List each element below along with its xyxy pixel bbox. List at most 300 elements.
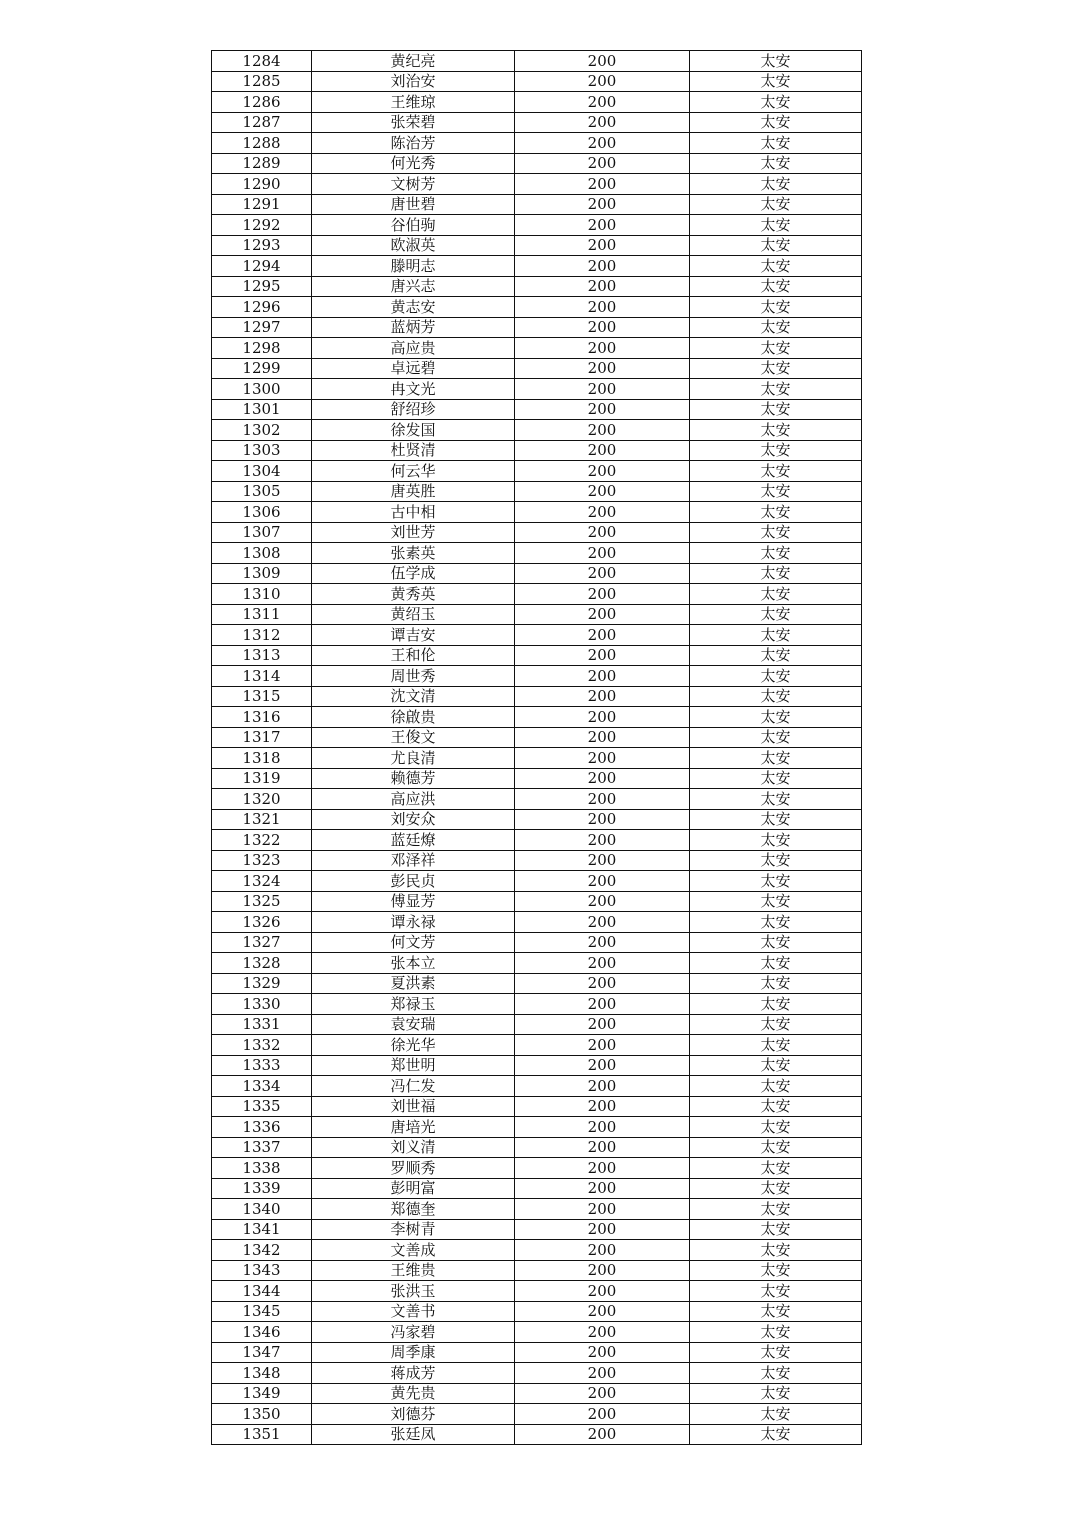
amount-cell: 200: [515, 1014, 690, 1035]
location-cell: 太安: [690, 1342, 862, 1363]
person-name-cell: 郑世明: [312, 1055, 515, 1076]
row-number-cell: 1343: [212, 1260, 312, 1281]
table-row: [212, 215, 862, 236]
location-cell: 太安: [690, 789, 862, 810]
table-row: [212, 1158, 862, 1179]
row-number-cell: 1350: [212, 1404, 312, 1425]
amount-cell: 200: [515, 1424, 690, 1445]
person-name-cell: 张本立: [312, 953, 515, 974]
person-name-cell: 舒绍珍: [312, 399, 515, 420]
row-number-cell: 1296: [212, 297, 312, 318]
amount-cell: 200: [515, 1055, 690, 1076]
row-number-cell: 1323: [212, 850, 312, 871]
amount-cell: 200: [515, 809, 690, 830]
person-name-cell: 罗顺秀: [312, 1158, 515, 1179]
location-cell: 太安: [690, 1137, 862, 1158]
person-name-cell: 冉文光: [312, 379, 515, 400]
person-name-cell: 刘世芳: [312, 522, 515, 543]
table-row: [212, 1281, 862, 1302]
person-name-cell: 张廷凤: [312, 1424, 515, 1445]
person-name-cell: 谭永禄: [312, 912, 515, 933]
row-number-cell: 1326: [212, 912, 312, 933]
person-name-cell: 何文芳: [312, 932, 515, 953]
row-number-cell: 1304: [212, 461, 312, 482]
table-row: [212, 379, 862, 400]
location-cell: 太安: [690, 174, 862, 195]
table-row: [212, 727, 862, 748]
person-name-cell: 冯家碧: [312, 1322, 515, 1343]
amount-cell: 200: [515, 1199, 690, 1220]
location-cell: 太安: [690, 666, 862, 687]
location-cell: 太安: [690, 399, 862, 420]
person-name-cell: 卓远碧: [312, 358, 515, 379]
person-name-cell: 刘德芬: [312, 1404, 515, 1425]
table-row: [212, 1240, 862, 1261]
location-cell: 太安: [690, 194, 862, 215]
person-name-cell: 何光秀: [312, 153, 515, 174]
location-cell: 太安: [690, 830, 862, 851]
table-row: [212, 850, 862, 871]
location-cell: 太安: [690, 1383, 862, 1404]
person-name-cell: 郑禄玉: [312, 994, 515, 1015]
row-number-cell: 1321: [212, 809, 312, 830]
location-cell: 太安: [690, 133, 862, 154]
location-cell: 太安: [690, 112, 862, 133]
table-row: [212, 891, 862, 912]
table-row: [212, 1096, 862, 1117]
amount-cell: 200: [515, 1117, 690, 1138]
location-cell: 太安: [690, 502, 862, 523]
row-number-cell: 1332: [212, 1035, 312, 1056]
row-number-cell: 1298: [212, 338, 312, 359]
row-number-cell: 1329: [212, 973, 312, 994]
person-name-cell: 唐培光: [312, 1117, 515, 1138]
amount-cell: 200: [515, 92, 690, 113]
location-cell: 太安: [690, 1055, 862, 1076]
row-number-cell: 1351: [212, 1424, 312, 1445]
table-row: [212, 768, 862, 789]
table-row: [212, 71, 862, 92]
person-name-cell: 沈文清: [312, 686, 515, 707]
amount-cell: 200: [515, 379, 690, 400]
table-row: [212, 1178, 862, 1199]
location-cell: 太安: [690, 727, 862, 748]
row-number-cell: 1340: [212, 1199, 312, 1220]
person-name-cell: 袁安瑞: [312, 1014, 515, 1035]
table-row: [212, 1055, 862, 1076]
amount-cell: 200: [515, 174, 690, 195]
amount-cell: 200: [515, 461, 690, 482]
person-name-cell: 蓝廷燎: [312, 830, 515, 851]
location-cell: 太安: [690, 1219, 862, 1240]
person-name-cell: 陈治芳: [312, 133, 515, 154]
person-name-cell: 彭明富: [312, 1178, 515, 1199]
amount-cell: 200: [515, 891, 690, 912]
person-name-cell: 唐兴志: [312, 276, 515, 297]
amount-cell: 200: [515, 727, 690, 748]
row-number-cell: 1303: [212, 440, 312, 461]
table-row: [212, 440, 862, 461]
amount-cell: 200: [515, 1240, 690, 1261]
row-number-cell: 1308: [212, 543, 312, 564]
person-name-cell: 蒋成芳: [312, 1363, 515, 1384]
amount-cell: 200: [515, 338, 690, 359]
amount-cell: 200: [515, 994, 690, 1015]
location-cell: 太安: [690, 809, 862, 830]
table-row: [212, 338, 862, 359]
table-row: [212, 461, 862, 482]
row-number-cell: 1295: [212, 276, 312, 297]
person-name-cell: 王俊文: [312, 727, 515, 748]
table-row: [212, 1260, 862, 1281]
person-name-cell: 彭民贞: [312, 871, 515, 892]
table-row: [212, 666, 862, 687]
location-cell: 太安: [690, 563, 862, 584]
person-name-cell: 黄绍玉: [312, 604, 515, 625]
person-name-cell: 张素英: [312, 543, 515, 564]
location-cell: 太安: [690, 973, 862, 994]
table-row: [212, 502, 862, 523]
amount-cell: 200: [515, 235, 690, 256]
location-cell: 太安: [690, 1363, 862, 1384]
location-cell: 太安: [690, 1260, 862, 1281]
row-number-cell: 1312: [212, 625, 312, 646]
person-name-cell: 文树芳: [312, 174, 515, 195]
row-number-cell: 1337: [212, 1137, 312, 1158]
table-row: [212, 645, 862, 666]
location-cell: 太安: [690, 850, 862, 871]
person-name-cell: 刘安众: [312, 809, 515, 830]
row-number-cell: 1289: [212, 153, 312, 174]
table-row: [212, 789, 862, 810]
location-cell: 太安: [690, 358, 862, 379]
row-number-cell: 1346: [212, 1322, 312, 1343]
amount-cell: 200: [515, 953, 690, 974]
person-name-cell: 唐英胜: [312, 481, 515, 502]
location-cell: 太安: [690, 932, 862, 953]
person-name-cell: 伍学成: [312, 563, 515, 584]
location-cell: 太安: [690, 1076, 862, 1097]
row-number-cell: 1334: [212, 1076, 312, 1097]
table-row: [212, 235, 862, 256]
row-number-cell: 1318: [212, 748, 312, 769]
person-name-cell: 杜贤清: [312, 440, 515, 461]
person-name-cell: 黄纪亮: [312, 51, 515, 72]
amount-cell: 200: [515, 399, 690, 420]
amount-cell: 200: [515, 297, 690, 318]
table-row: [212, 871, 862, 892]
row-number-cell: 1309: [212, 563, 312, 584]
row-number-cell: 1286: [212, 92, 312, 113]
table-row: [212, 1424, 862, 1445]
amount-cell: 200: [515, 563, 690, 584]
table-row: [212, 604, 862, 625]
table-row: [212, 994, 862, 1015]
person-name-cell: 文善成: [312, 1240, 515, 1261]
row-number-cell: 1347: [212, 1342, 312, 1363]
amount-cell: 200: [515, 502, 690, 523]
amount-cell: 200: [515, 830, 690, 851]
amount-cell: 200: [515, 1076, 690, 1097]
location-cell: 太安: [690, 297, 862, 318]
person-name-cell: 王维琼: [312, 92, 515, 113]
amount-cell: 200: [515, 1363, 690, 1384]
row-number-cell: 1285: [212, 71, 312, 92]
person-name-cell: 尤良清: [312, 748, 515, 769]
amount-cell: 200: [515, 358, 690, 379]
row-number-cell: 1293: [212, 235, 312, 256]
amount-cell: 200: [515, 1260, 690, 1281]
amount-cell: 200: [515, 645, 690, 666]
table-row: [212, 92, 862, 113]
table-row: [212, 1363, 862, 1384]
table-row: [212, 112, 862, 133]
amount-cell: 200: [515, 112, 690, 133]
row-number-cell: 1290: [212, 174, 312, 195]
row-number-cell: 1322: [212, 830, 312, 851]
row-number-cell: 1300: [212, 379, 312, 400]
amount-cell: 200: [515, 440, 690, 461]
row-number-cell: 1335: [212, 1096, 312, 1117]
row-number-cell: 1328: [212, 953, 312, 974]
location-cell: 太安: [690, 1117, 862, 1138]
location-cell: 太安: [690, 481, 862, 502]
amount-cell: 200: [515, 768, 690, 789]
row-number-cell: 1327: [212, 932, 312, 953]
table-row: [212, 153, 862, 174]
row-number-cell: 1320: [212, 789, 312, 810]
location-cell: 太安: [690, 1301, 862, 1322]
row-number-cell: 1287: [212, 112, 312, 133]
amount-cell: 200: [515, 1137, 690, 1158]
table-row: [212, 1322, 862, 1343]
table-row: [212, 809, 862, 830]
amount-cell: 200: [515, 1035, 690, 1056]
person-name-cell: 黄志安: [312, 297, 515, 318]
person-name-cell: 谭吉安: [312, 625, 515, 646]
table-row: [212, 399, 862, 420]
roster-table-body: [212, 51, 862, 1445]
location-cell: 太安: [690, 1281, 862, 1302]
person-name-cell: 周世秀: [312, 666, 515, 687]
location-cell: 太安: [690, 748, 862, 769]
person-name-cell: 黄秀英: [312, 584, 515, 605]
person-name-cell: 刘世福: [312, 1096, 515, 1117]
row-number-cell: 1330: [212, 994, 312, 1015]
table-row: [212, 1301, 862, 1322]
table-row: [212, 584, 862, 605]
person-name-cell: 何云华: [312, 461, 515, 482]
table-row: [212, 830, 862, 851]
row-number-cell: 1324: [212, 871, 312, 892]
location-cell: 太安: [690, 871, 862, 892]
row-number-cell: 1342: [212, 1240, 312, 1261]
location-cell: 太安: [690, 1424, 862, 1445]
table-row: [212, 297, 862, 318]
amount-cell: 200: [515, 1301, 690, 1322]
person-name-cell: 黄先贵: [312, 1383, 515, 1404]
amount-cell: 200: [515, 584, 690, 605]
person-name-cell: 蓝炳芳: [312, 317, 515, 338]
table-row: [212, 1035, 862, 1056]
person-name-cell: 夏洪素: [312, 973, 515, 994]
location-cell: 太安: [690, 891, 862, 912]
row-number-cell: 1333: [212, 1055, 312, 1076]
row-number-cell: 1311: [212, 604, 312, 625]
row-number-cell: 1339: [212, 1178, 312, 1199]
location-cell: 太安: [690, 235, 862, 256]
location-cell: 太安: [690, 1199, 862, 1220]
location-cell: 太安: [690, 440, 862, 461]
person-name-cell: 古中相: [312, 502, 515, 523]
location-cell: 太安: [690, 420, 862, 441]
table-row: [212, 1117, 862, 1138]
table-row: [212, 358, 862, 379]
table-row: [212, 932, 862, 953]
amount-cell: 200: [515, 1281, 690, 1302]
person-name-cell: 刘义清: [312, 1137, 515, 1158]
person-name-cell: 赖德芳: [312, 768, 515, 789]
location-cell: 太安: [690, 768, 862, 789]
table-row: [212, 686, 862, 707]
table-row: [212, 420, 862, 441]
amount-cell: 200: [515, 1383, 690, 1404]
table-row: [212, 912, 862, 933]
person-name-cell: 冯仁发: [312, 1076, 515, 1097]
amount-cell: 200: [515, 686, 690, 707]
row-number-cell: 1345: [212, 1301, 312, 1322]
row-number-cell: 1305: [212, 481, 312, 502]
location-cell: 太安: [690, 317, 862, 338]
row-number-cell: 1349: [212, 1383, 312, 1404]
location-cell: 太安: [690, 543, 862, 564]
amount-cell: 200: [515, 71, 690, 92]
location-cell: 太安: [690, 912, 862, 933]
row-number-cell: 1314: [212, 666, 312, 687]
amount-cell: 200: [515, 1404, 690, 1425]
row-number-cell: 1313: [212, 645, 312, 666]
location-cell: 太安: [690, 604, 862, 625]
amount-cell: 200: [515, 481, 690, 502]
row-number-cell: 1299: [212, 358, 312, 379]
table-row: [212, 953, 862, 974]
person-name-cell: 周季康: [312, 1342, 515, 1363]
amount-cell: 200: [515, 748, 690, 769]
row-number-cell: 1292: [212, 215, 312, 236]
person-name-cell: 高应贵: [312, 338, 515, 359]
row-number-cell: 1288: [212, 133, 312, 154]
table-row: [212, 317, 862, 338]
table-row: [212, 51, 862, 72]
amount-cell: 200: [515, 1178, 690, 1199]
amount-cell: 200: [515, 276, 690, 297]
location-cell: 太安: [690, 461, 862, 482]
table-row: [212, 543, 862, 564]
person-name-cell: 郑德奎: [312, 1199, 515, 1220]
person-name-cell: 张洪玉: [312, 1281, 515, 1302]
amount-cell: 200: [515, 1342, 690, 1363]
table-row: [212, 707, 862, 728]
table-row: [212, 1383, 862, 1404]
table-row: [212, 563, 862, 584]
amount-cell: 200: [515, 153, 690, 174]
location-cell: 太安: [690, 1178, 862, 1199]
location-cell: 太安: [690, 276, 862, 297]
location-cell: 太安: [690, 379, 862, 400]
table-row: [212, 973, 862, 994]
amount-cell: 200: [515, 194, 690, 215]
amount-cell: 200: [515, 133, 690, 154]
amount-cell: 200: [515, 420, 690, 441]
row-number-cell: 1348: [212, 1363, 312, 1384]
amount-cell: 200: [515, 912, 690, 933]
location-cell: 太安: [690, 1240, 862, 1261]
location-cell: 太安: [690, 71, 862, 92]
row-number-cell: 1315: [212, 686, 312, 707]
location-cell: 太安: [690, 584, 862, 605]
amount-cell: 200: [515, 317, 690, 338]
location-cell: 太安: [690, 338, 862, 359]
person-name-cell: 张荣碧: [312, 112, 515, 133]
person-name-cell: 谷伯驹: [312, 215, 515, 236]
person-name-cell: 滕明志: [312, 256, 515, 277]
person-name-cell: 徐啟贵: [312, 707, 515, 728]
amount-cell: 200: [515, 707, 690, 728]
row-number-cell: 1319: [212, 768, 312, 789]
roster-table: [211, 50, 862, 1445]
location-cell: 太安: [690, 92, 862, 113]
location-cell: 太安: [690, 1404, 862, 1425]
amount-cell: 200: [515, 604, 690, 625]
amount-cell: 200: [515, 1158, 690, 1179]
person-name-cell: 文善书: [312, 1301, 515, 1322]
person-name-cell: 徐光华: [312, 1035, 515, 1056]
location-cell: 太安: [690, 153, 862, 174]
row-number-cell: 1325: [212, 891, 312, 912]
table-row: [212, 1404, 862, 1425]
table-row: [212, 1137, 862, 1158]
row-number-cell: 1344: [212, 1281, 312, 1302]
amount-cell: 200: [515, 625, 690, 646]
person-name-cell: 傅显芳: [312, 891, 515, 912]
row-number-cell: 1306: [212, 502, 312, 523]
table-row: [212, 1342, 862, 1363]
location-cell: 太安: [690, 51, 862, 72]
location-cell: 太安: [690, 522, 862, 543]
row-number-cell: 1302: [212, 420, 312, 441]
table-row: [212, 194, 862, 215]
row-number-cell: 1317: [212, 727, 312, 748]
person-name-cell: 邓泽祥: [312, 850, 515, 871]
location-cell: 太安: [690, 1035, 862, 1056]
amount-cell: 200: [515, 51, 690, 72]
table-row: [212, 748, 862, 769]
location-cell: 太安: [690, 994, 862, 1015]
row-number-cell: 1341: [212, 1219, 312, 1240]
amount-cell: 200: [515, 850, 690, 871]
location-cell: 太安: [690, 645, 862, 666]
location-cell: 太安: [690, 707, 862, 728]
table-row: [212, 1076, 862, 1097]
row-number-cell: 1310: [212, 584, 312, 605]
location-cell: 太安: [690, 1158, 862, 1179]
table-row: [212, 522, 862, 543]
table-row: [212, 133, 862, 154]
table-row: [212, 276, 862, 297]
amount-cell: 200: [515, 1096, 690, 1117]
amount-cell: 200: [515, 543, 690, 564]
amount-cell: 200: [515, 256, 690, 277]
